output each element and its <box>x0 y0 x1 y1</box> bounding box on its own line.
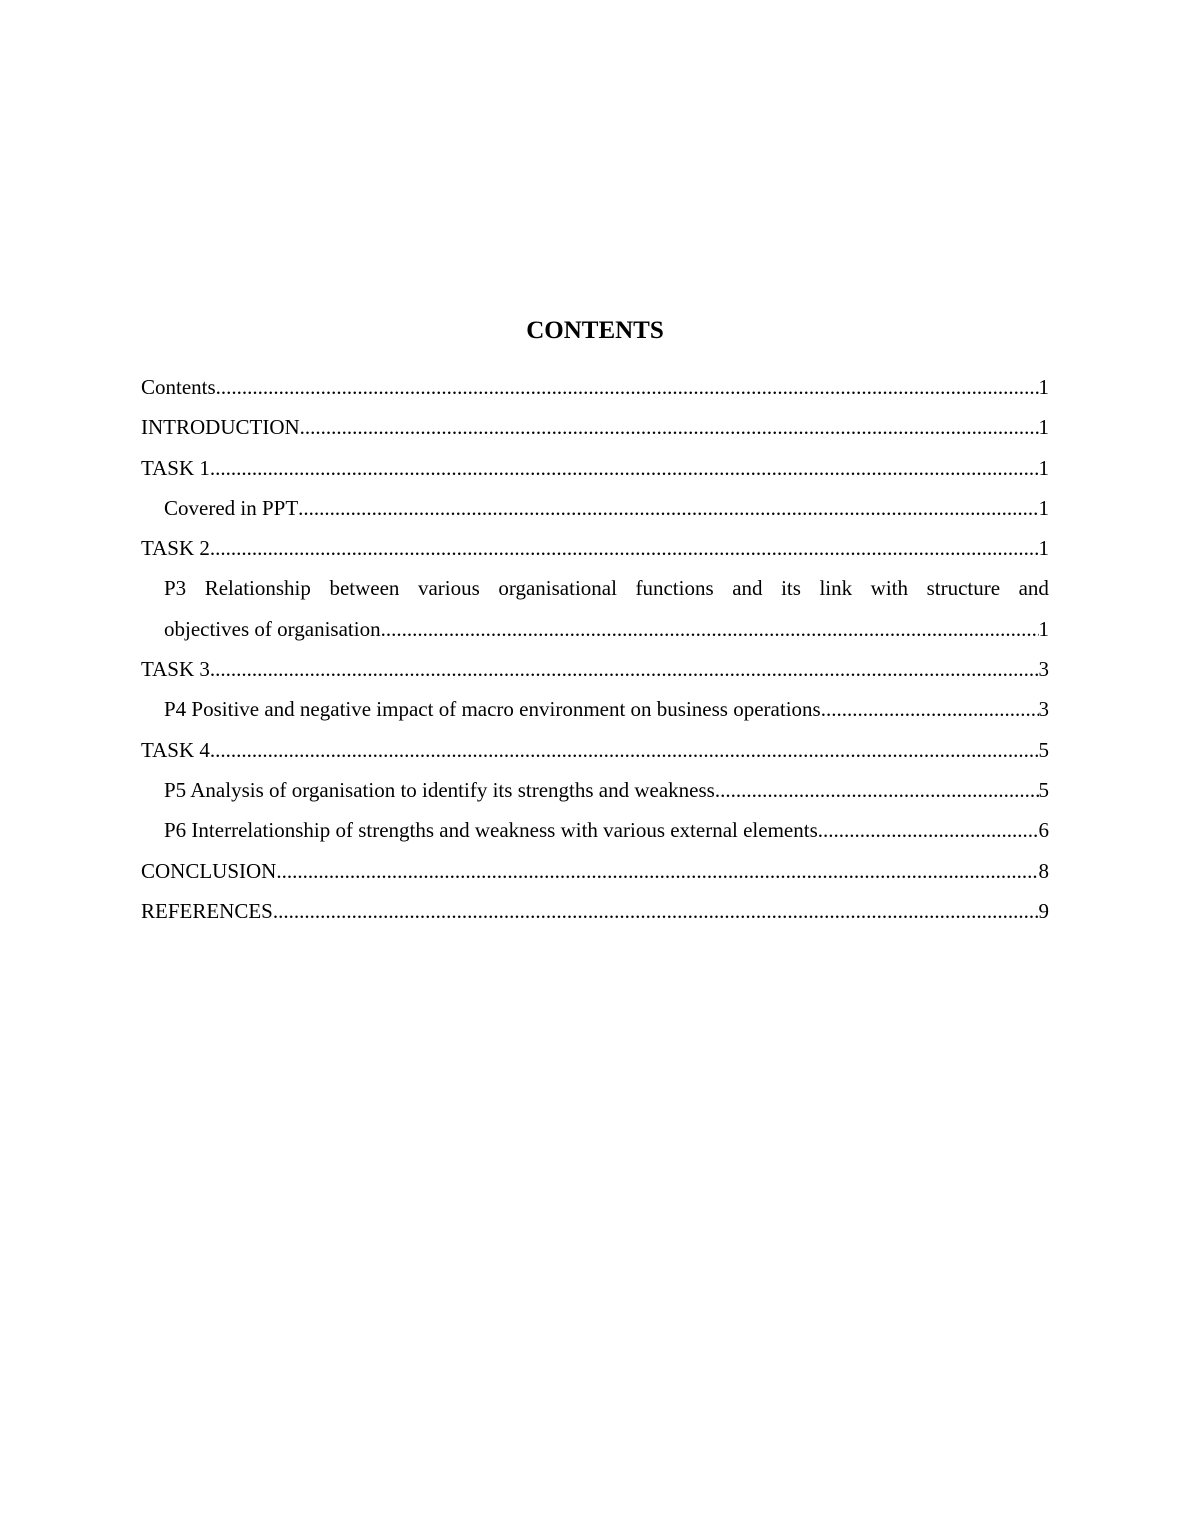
toc-word: Relationship <box>204 576 311 601</box>
toc-leader-dots <box>210 649 1039 689</box>
toc-entry-introduction[interactable] <box>141 407 1049 447</box>
toc-page-number: 9 <box>1038 898 1049 923</box>
toc-entry-text: P5 Analysis of organisation to identify its strengths and weakness <box>164 777 715 802</box>
toc-leader-dots <box>210 528 1039 568</box>
toc-entry-task-2[interactable] <box>141 528 1049 568</box>
toc-entry-p3[interactable] <box>141 568 1049 649</box>
toc-entry-text: P6 Interrelationship of strengths and weakness with various external elements <box>164 818 818 843</box>
toc-entry-p5[interactable] <box>141 770 1049 810</box>
toc-entry-references[interactable] <box>141 891 1049 931</box>
toc-leader-dots <box>381 609 1039 649</box>
toc-word: between <box>329 576 400 601</box>
toc-entry-conclusion[interactable] <box>141 851 1049 891</box>
toc-page-number: 1 <box>1038 375 1049 399</box>
toc-entry-task-3[interactable] <box>141 649 1049 689</box>
toc-page-number: 1 <box>1038 495 1049 520</box>
toc-word: various <box>417 576 480 601</box>
toc-page-number: 3 <box>1038 697 1049 722</box>
toc-word: link <box>819 576 853 601</box>
toc-leader-dots <box>276 851 1038 891</box>
toc-word: structure <box>926 576 1001 601</box>
toc-entry-text: INTRODUCTION <box>141 415 300 440</box>
toc-leader-dots <box>298 488 1038 528</box>
toc-entry-text: REFERENCES <box>141 898 273 923</box>
page-title: CONTENTS <box>526 317 664 344</box>
toc-entry-text: Covered in PPT <box>164 495 299 520</box>
toc-leader-dots <box>216 367 1039 407</box>
toc-entry-covered-in-ppt[interactable] <box>141 488 1049 528</box>
toc-word: its <box>781 576 801 601</box>
toc-leader-dots <box>273 891 1039 931</box>
toc-entry-text: Contents <box>141 375 216 399</box>
toc-page-number: 1 <box>1038 616 1049 641</box>
toc-leader-dots <box>715 770 1039 810</box>
toc-word: organisational <box>498 576 617 601</box>
toc-word: with <box>870 576 909 601</box>
toc-leader-dots <box>210 730 1039 770</box>
toc-page-number: 1 <box>1038 415 1049 440</box>
toc-word: and <box>732 576 763 601</box>
toc-entry-text: P4 Positive and negative impact of macro environment on business operations <box>164 697 821 722</box>
toc-entry-line <box>164 609 1049 649</box>
toc-entry-p4[interactable] <box>141 689 1049 729</box>
toc-entry-text: TASK 4 <box>141 737 210 762</box>
toc-page-number: 1 <box>1038 536 1049 561</box>
toc-entry-text: TASK 2 <box>141 536 210 561</box>
toc-entry-text: CONCLUSION <box>141 858 277 883</box>
toc-entry-task-1[interactable] <box>141 448 1049 488</box>
table-of-contents <box>141 367 1049 931</box>
toc-entry-text: objectives of organisation <box>164 616 381 641</box>
toc-word: P3 <box>164 576 187 601</box>
toc-entry-task-4[interactable] <box>141 730 1049 770</box>
toc-page-number: 3 <box>1038 657 1049 682</box>
toc-word: and <box>1018 576 1049 601</box>
toc-page-number: 1 <box>1038 455 1049 480</box>
toc-entry-text: TASK 1 <box>141 455 210 480</box>
toc-leader-dots <box>210 448 1039 488</box>
toc-leader-dots <box>300 407 1039 447</box>
toc-entry-line <box>164 568 1049 608</box>
toc-word: functions <box>635 576 714 601</box>
toc-page-number: 5 <box>1038 737 1049 762</box>
toc-entry-text: TASK 3 <box>141 657 210 682</box>
toc-page-number: 5 <box>1038 777 1049 802</box>
toc-entry-contents[interactable] <box>141 367 1049 407</box>
toc-page-number: 8 <box>1038 858 1049 883</box>
toc-entry-p6[interactable] <box>141 810 1049 850</box>
toc-leader-dots <box>818 810 1039 850</box>
toc-page-number: 6 <box>1038 818 1049 843</box>
toc-leader-dots <box>821 689 1039 729</box>
